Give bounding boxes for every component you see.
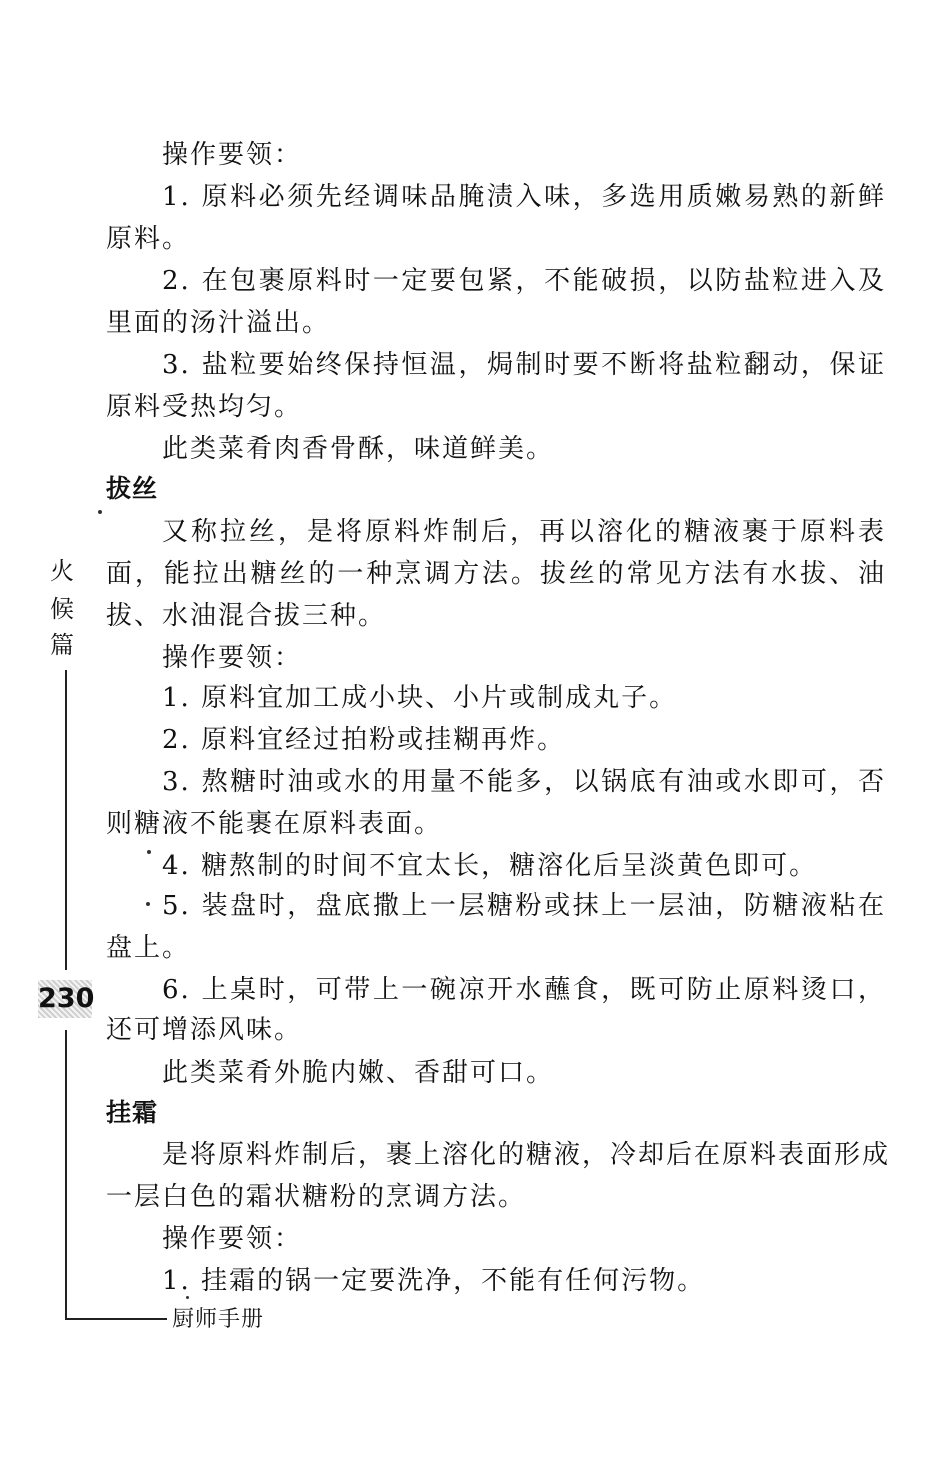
section-heading-guashuang: 挂霜 — [106, 1098, 159, 1127]
text-line: 1. 原料宜加工成小块、小片或制成丸子。 — [162, 683, 678, 713]
scan-speck — [147, 850, 151, 854]
text-line: 还可增添风味。 — [106, 1015, 303, 1045]
section-heading-basi: 拔丝 — [106, 474, 159, 503]
section-subheading: 操作要领： — [162, 1224, 303, 1254]
text-line: 3. 熬糖时油或水的用量不能多，以锅底有油或水即可，否 — [162, 767, 886, 797]
scan-speck — [146, 902, 150, 906]
text-line: 此类菜肴肉香骨酥，味道鲜美。 — [162, 434, 555, 464]
text-line: 盘上。 — [106, 933, 191, 963]
sidebar-char-2: 候 — [50, 595, 74, 623]
text-line: 3. 盐粒要始终保持恒温，焗制时要不断将盐粒翻动，保证 — [162, 350, 886, 380]
section-subheading: 操作要领： — [162, 140, 303, 170]
text-line: 1. 原料必须先经调味品腌渍入味，多选用质嫩易熟的新鲜 — [162, 182, 886, 212]
text-line: 4. 糖熬制的时间不宜太长，糖溶化后呈淡黄色即可。 — [162, 851, 818, 881]
sidebar-rule-lower — [65, 1030, 67, 1320]
scan-speck — [186, 1296, 189, 1299]
sidebar-rule-upper — [65, 670, 67, 970]
text-line: 是将原料炸制后，裹上溶化的糖液，冷却后在原料表面形成 — [162, 1140, 891, 1170]
text-line: 拔、水油混合拔三种。 — [106, 601, 387, 631]
text-line: 原料受热均匀。 — [106, 392, 303, 422]
sidebar-char-1: 火 — [50, 557, 74, 585]
text-line: 5. 装盘时，盘底撒上一层糖粉或抹上一层油，防糖液粘在 — [162, 891, 886, 921]
text-line: 1. 挂霜的锅一定要洗净，不能有任何污物。 — [162, 1266, 706, 1296]
text-line: 里面的汤汁溢出。 — [106, 308, 331, 338]
footer-rule — [65, 1318, 167, 1320]
text-line: 2. 原料宜经过拍粉或挂糊再炸。 — [162, 725, 566, 755]
text-line: 又称拉丝，是将原料炸制后，再以溶化的糖液裹于原料表 — [162, 517, 886, 547]
text-line: 一层白色的霜状糖粉的烹调方法。 — [106, 1182, 527, 1212]
text-line: 6. 上桌时，可带上一碗凉开水蘸食，既可防止原料烫口， — [162, 975, 886, 1005]
text-line: 则糖液不能裹在原料表面。 — [106, 809, 443, 839]
text-line: 面，能拉出糖丝的一种烹调方法。拔丝的常见方法有水拔、油 — [106, 559, 886, 589]
footer-book-title: 厨师手册 — [172, 1307, 265, 1332]
section-subheading: 操作要领： — [162, 643, 303, 673]
text-line: 原料。 — [106, 224, 191, 254]
text-line: 此类菜肴外脆内嫩、香甜可口。 — [162, 1058, 555, 1088]
scan-speck — [98, 510, 102, 514]
page-number: 230 — [38, 980, 92, 1018]
text-line: 2. 在包裹原料时一定要包紧，不能破损，以防盐粒进入及 — [162, 266, 886, 296]
sidebar-char-3: 篇 — [50, 631, 74, 659]
